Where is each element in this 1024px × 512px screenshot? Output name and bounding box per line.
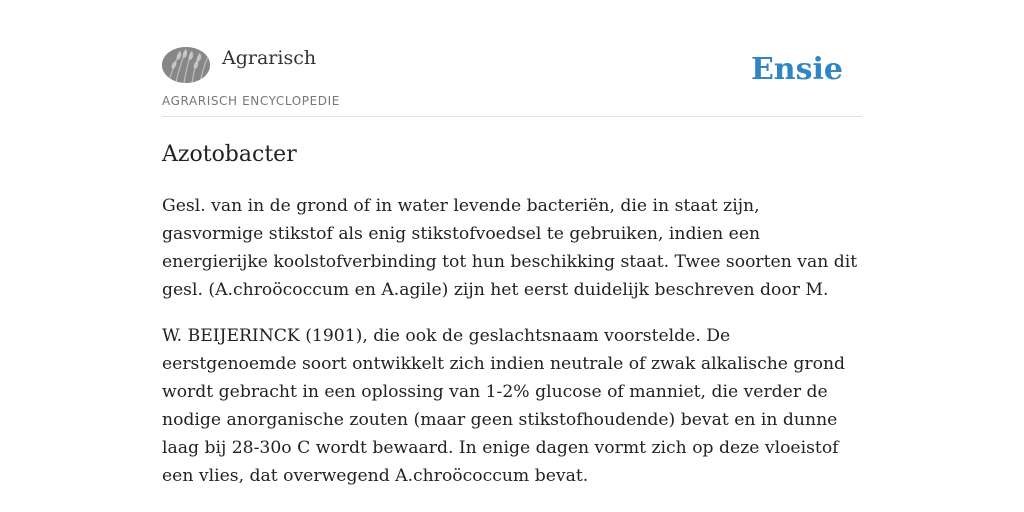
header — [162, 0, 862, 117]
content — [162, 0, 862, 486]
paragraph: Gesl. van in de grond of in water levende bacteriën, die in staat zijn, gasvormige stikstof als enig stikstofvoedsel te gebruiken, indien een energierijke koolstofverbinding tot hun beschikking staat. Twee soorten van dit gesl. (A.chroöcoccum en A.agile) zijn het eerst duidelijk beschreven door M. — [162, 196, 858, 300]
article-body — [162, 192, 862, 508]
brand-logo[interactable]: Ensie — [750, 52, 843, 87]
source-name[interactable]: Agrarisch — [222, 47, 317, 69]
source-subtitle: AGRARISCH ENCYCLOPEDIE — [162, 94, 340, 108]
wheat-logo-icon[interactable] — [162, 47, 210, 83]
article-title: Azotobacter — [162, 142, 297, 167]
paragraph: W. BEIJERINCK (1901), die ook de geslachtsnaam voorstelde. De eerstgenoemde soort ontwikkelt zich indien neutrale of zwak alkalische grond wordt gebracht in een oplossing van 1-2% glucose of manniet, die verder de nodige anorganische zouten (maar geen stikstofhoudende) bevat en in dunne laag bij 28-30o C wordt bewaard. In enige dagen vormt zich op deze vloeistof een vlies, dat overwegend A.chroöcoccum bevat. — [162, 326, 846, 486]
